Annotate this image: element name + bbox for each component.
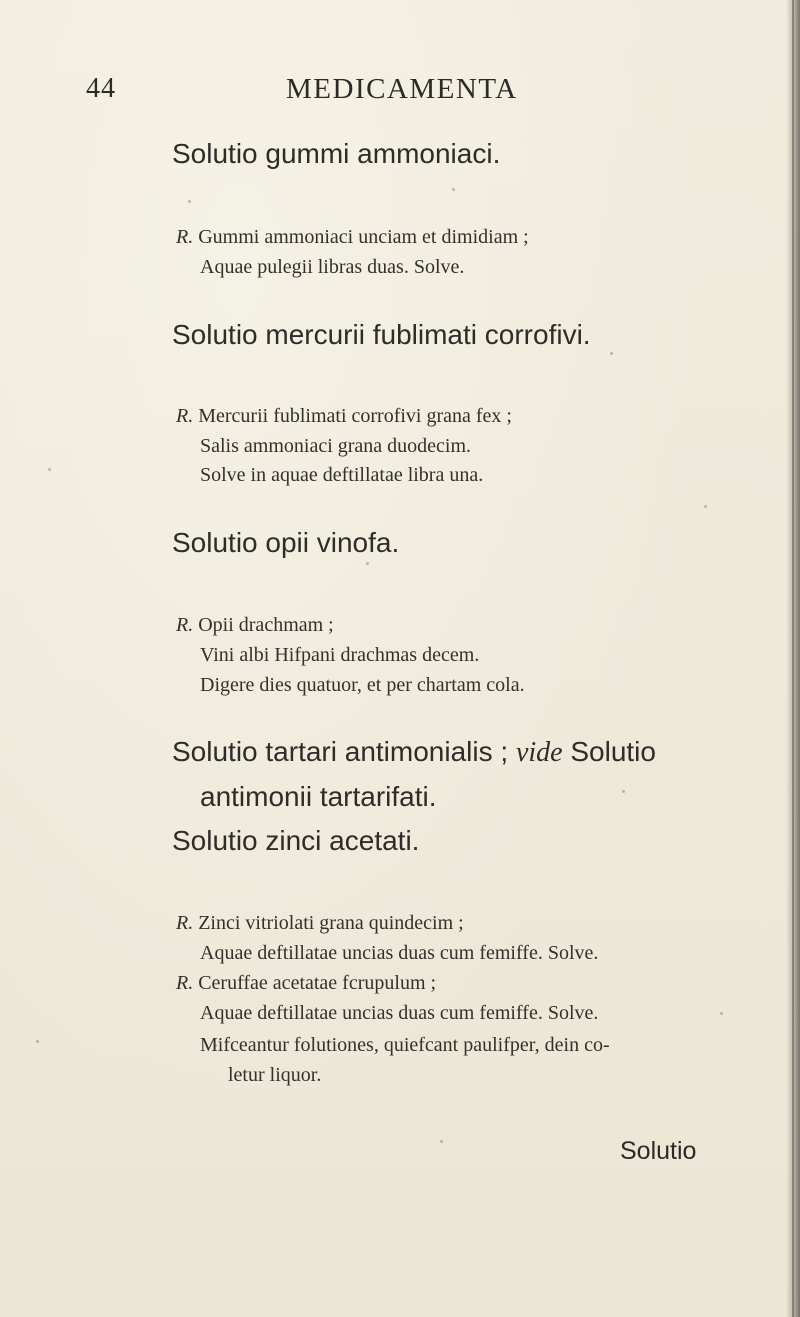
recipe-text: Ceruffae acetatae fcrupulum ; bbox=[198, 972, 437, 994]
catchword: Solutio bbox=[620, 1137, 697, 1165]
recipe-line: Salis ammoniaci grana duodecim. bbox=[200, 435, 472, 457]
heading-text: Solutio bbox=[570, 736, 656, 767]
recipe-line: Solve in aquae deftillatae libra una. bbox=[200, 464, 484, 486]
recipe-symbol: R. bbox=[176, 405, 194, 427]
section-heading-tartari-cont: antimonii tartarifati. bbox=[200, 781, 437, 812]
page-edge-line bbox=[792, 0, 794, 1317]
recipe-line: Mifceantur folutiones, quiefcant paulifper, dein co- bbox=[200, 1034, 610, 1056]
running-head: MEDICAMENTA bbox=[286, 73, 518, 105]
page-number: 44 bbox=[86, 73, 116, 104]
heading-text: Solutio tartari antimonialis ; bbox=[172, 736, 509, 767]
recipe-symbol: R. bbox=[176, 226, 194, 248]
section-heading-mercurii: Solutio mercurii fublimati corrofivi. bbox=[172, 319, 591, 350]
recipe-line: Aquae deftillatae uncias duas cum femiffe. Solve. bbox=[200, 942, 599, 964]
recipe-line bbox=[176, 226, 529, 249]
recipe-text: Gummi ammoniaci unciam et dimidiam ; bbox=[198, 226, 529, 248]
recipe-line: Vini albi Hifpani drachmas decem. bbox=[200, 644, 480, 666]
recipe-text: Opii drachmam ; bbox=[198, 614, 334, 636]
recipe-line bbox=[176, 614, 334, 637]
recipe-symbol: R. bbox=[176, 614, 194, 636]
recipe-symbol: R. bbox=[176, 972, 194, 994]
recipe-line bbox=[176, 405, 512, 428]
recipe-line bbox=[176, 912, 464, 935]
recipe-text: Zinci vitriolati grana quindecim ; bbox=[198, 912, 464, 934]
recipe-symbol: R. bbox=[176, 912, 194, 934]
recipe-line: Aquae pulegii libras duas. Solve. bbox=[200, 256, 465, 278]
recipe-line bbox=[176, 972, 436, 995]
section-heading-tartari bbox=[172, 736, 656, 769]
cross-reference-vide: vide bbox=[515, 737, 563, 768]
section-heading-opii: Solutio opii vinofa. bbox=[172, 527, 400, 558]
section-heading-zinci: Solutio zinci acetati. bbox=[172, 825, 420, 856]
recipe-line: Digere dies quatuor, et per chartam cola. bbox=[200, 674, 525, 696]
recipe-line: Aquae deftillatae uncias duas cum femiffe. Solve. bbox=[200, 1002, 599, 1024]
recipe-line: letur liquor. bbox=[228, 1064, 322, 1086]
section-heading-gummi: Solutio gummi ammoniaci. bbox=[172, 138, 501, 169]
recipe-text: Mercurii fublimati corrofivi grana fex ; bbox=[198, 405, 512, 427]
